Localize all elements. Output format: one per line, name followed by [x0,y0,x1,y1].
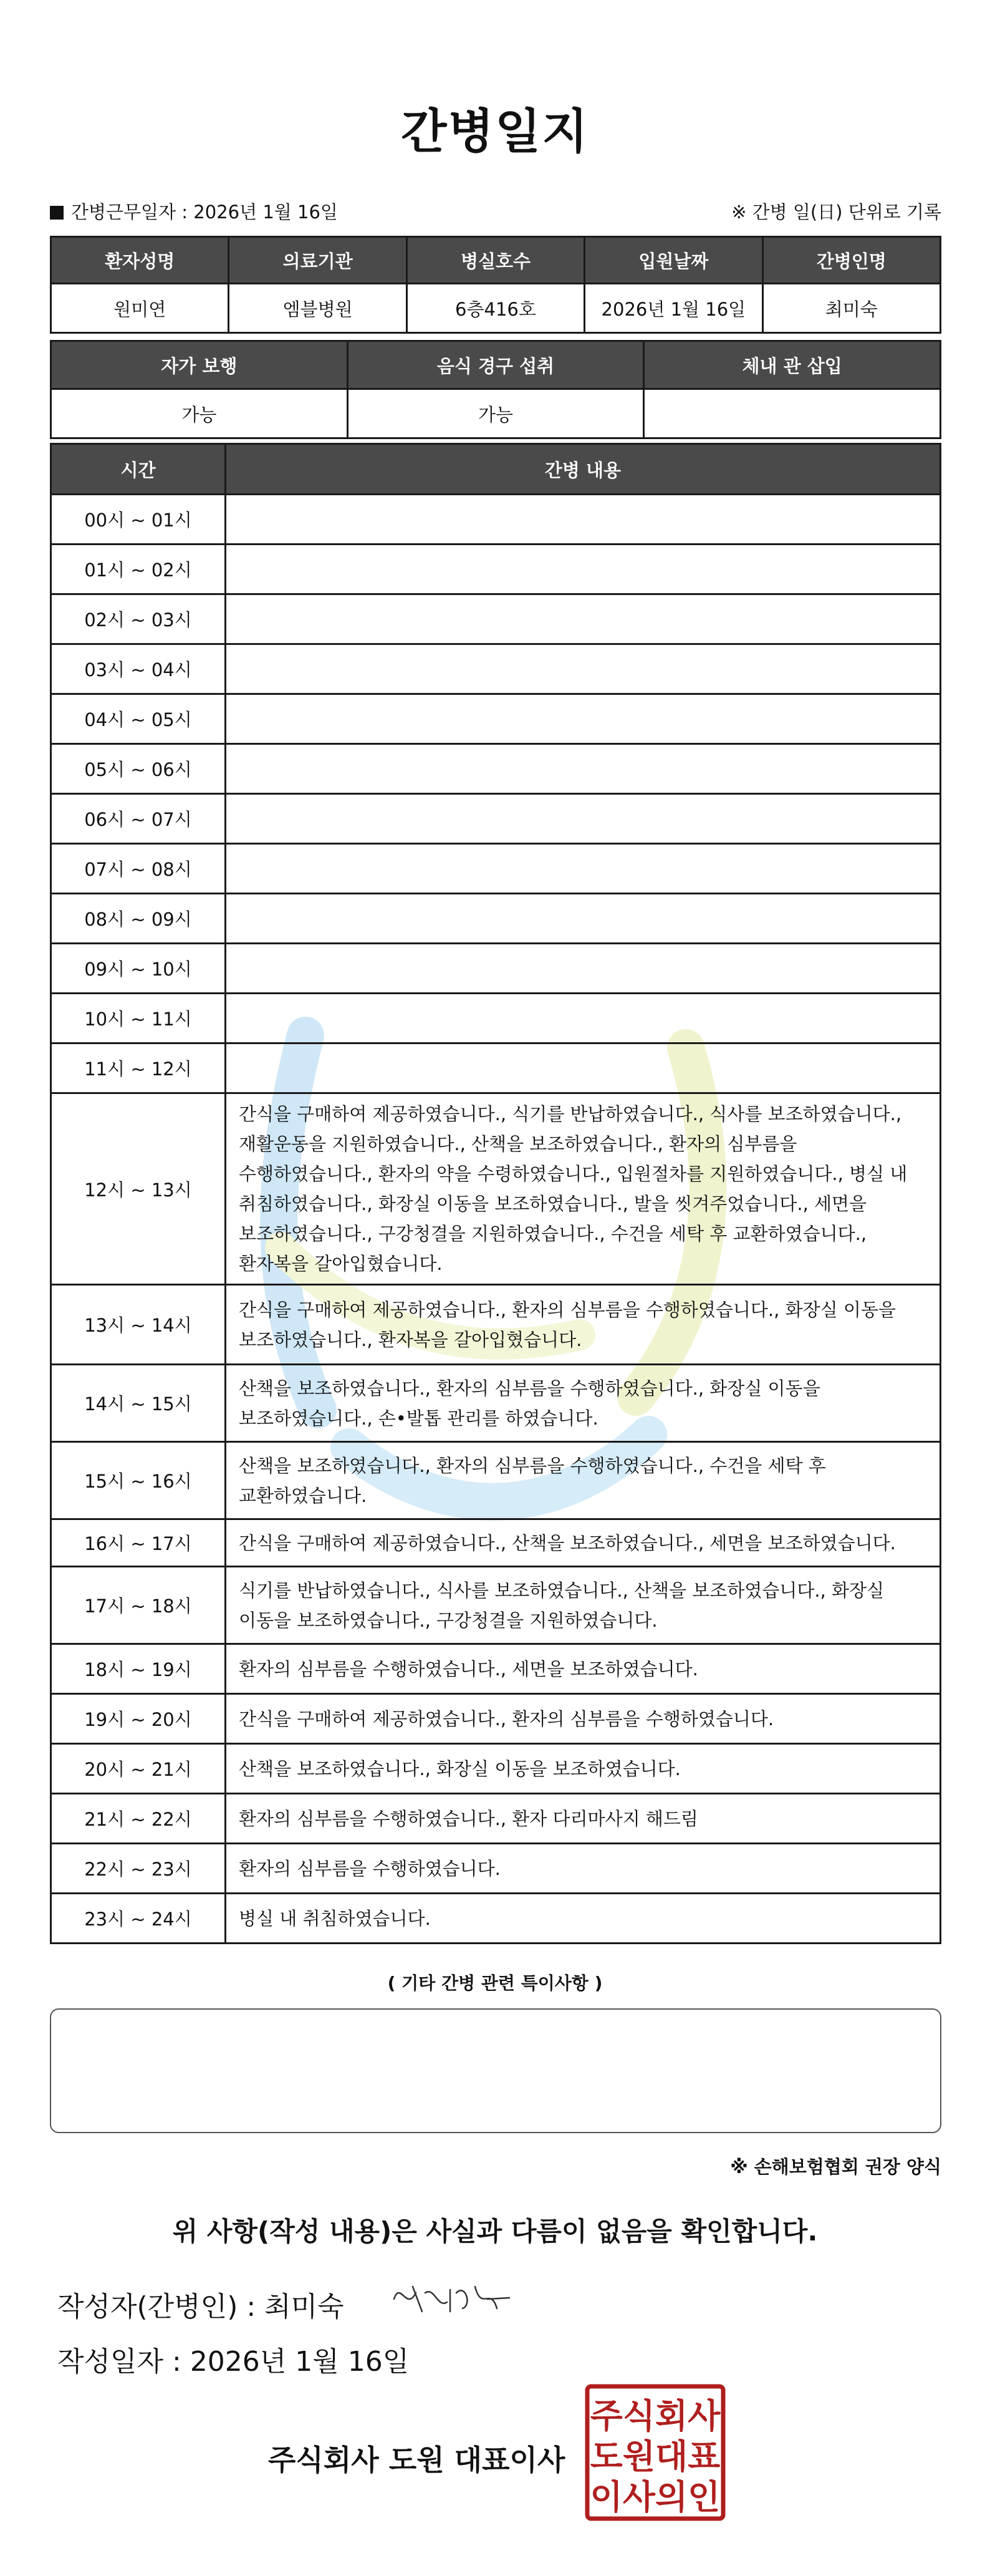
log-content-cell [226,944,941,994]
work-date-text: 간병근무일자 : 2026년 1월 16일 [71,201,338,223]
care-status-value-row [51,389,941,438]
care-log-row [51,1794,941,1844]
log-time-cell: 04시 ~ 05시 [51,694,226,744]
log-content-cell: 환자의 심부름을 수행하였습니다. [226,1844,941,1894]
care-log-row [51,1093,941,1285]
care-log-row [51,1519,941,1567]
care-log-body [51,495,941,1944]
hospital-value: 엠블병원 [229,284,406,333]
care-log-row [51,1043,941,1093]
oral-intake-value: 가능 [347,389,644,438]
care-log-row [51,1285,941,1365]
log-content-cell [226,644,941,694]
room-value: 6층416호 [406,284,584,333]
care-log-row [51,844,941,894]
log-time-cell: 20시 ~ 21시 [51,1744,226,1794]
log-time-cell: 07시 ~ 08시 [51,844,226,894]
patient-name-value: 원미연 [51,284,229,333]
log-content-cell: 병실 내 취침하였습니다. [226,1894,941,1944]
care-log-table [50,443,941,1944]
care-log-row [51,1365,941,1442]
care-log-row [51,594,941,644]
care-status-header-row [51,341,941,389]
self-walking-value: 가능 [51,389,348,438]
log-time-cell: 21시 ~ 22시 [51,1794,226,1844]
log-time-cell: 22시 ~ 23시 [51,1844,226,1894]
log-time-cell: 11시 ~ 12시 [51,1043,226,1093]
source-note: ※ 손해보험협회 권장 양식 [730,2156,941,2177]
log-content-cell: 간식을 구매하여 제공하였습니다., 환자의 심부름을 수행하였습니다., 화장실 이동을 보조하였습니다., 환자복을 갈아입혔습니다. [226,1285,941,1365]
care-log-row [51,1894,941,1944]
header-caregiver-name: 간병인명 [762,237,940,284]
patient-info-value-row [51,284,941,333]
care-log-row [51,1567,941,1644]
log-content-cell: 간식을 구매하여 제공하였습니다., 산책을 보조하였습니다., 세면을 보조하였습니다. [226,1519,941,1567]
written-date: 작성일자 : 2026년 1월 16일 [57,2346,410,2378]
care-log-row [51,894,941,944]
care-status-table [50,340,941,439]
care-log-row [51,944,941,994]
log-time-cell: 23시 ~ 24시 [51,1894,226,1944]
log-content-cell: 식기를 반납하였습니다., 식사를 보조하였습니다., 산책을 보조하였습니다., 화장실 이동을 보조하였습니다., 구강청결을 지원하였습니다. [226,1567,941,1644]
header-care-content: 간병 내용 [226,444,941,495]
log-content-cell: 산책을 보조하였습니다., 환자의 심부름을 수행하였습니다., 화장실 이동을 보조하였습니다., 손•발톱 관리를 하였습니다. [226,1365,941,1442]
log-content-cell: 산책을 보조하였습니다., 화장실 이동을 보조하였습니다. [226,1744,941,1794]
log-content-cell: 환자의 심부름을 수행하였습니다., 환자 다리마사지 해드림 [226,1794,941,1844]
log-content-cell [226,1043,941,1093]
notes-box [50,2008,941,2133]
care-log-row [51,744,941,794]
patient-info-table [50,236,941,334]
log-time-cell: 17시 ~ 18시 [51,1567,226,1644]
company-seal [585,2384,726,2521]
care-log-row [51,545,941,594]
log-content-cell [226,844,941,894]
admission-date-value: 2026년 1월 16일 [585,284,762,333]
log-time-cell: 09시 ~ 10시 [51,944,226,994]
care-log-row [51,644,941,694]
care-log-row [51,1644,941,1694]
log-content-cell: 간식을 구매하여 제공하였습니다., 환자의 심부름을 수행하였습니다. [226,1694,941,1744]
header-admission-date: 입원날짜 [585,237,762,284]
caregiver-name-value: 최미숙 [762,284,940,333]
patient-info-header-row [51,237,941,284]
log-content-cell [226,594,941,644]
log-time-cell: 06시 ~ 07시 [51,794,226,844]
log-content-cell [226,894,941,944]
confirmation-statement: 위 사항(작성 내용)은 사실과 다름이 없음을 확인합니다. [172,2216,818,2247]
care-log-row [51,1442,941,1519]
log-time-cell: 19시 ~ 20시 [51,1694,226,1744]
writer-line [57,2284,344,2324]
log-content-cell: 환자의 심부름을 수행하였습니다., 세면을 보조하였습니다. [226,1644,941,1694]
company-representative: 주식회사 도원 대표이사 [268,2443,565,2477]
notes-title: ( 기타 간병 관련 특이사항 ) [387,1973,603,1993]
log-time-cell: 03시 ~ 04시 [51,644,226,694]
log-time-cell: 02시 ~ 03시 [51,594,226,644]
care-log-header-row [51,444,941,495]
page-title: 간병일지 [401,104,589,159]
log-time-cell: 14시 ~ 15시 [51,1365,226,1442]
log-content-cell [226,794,941,844]
log-content-cell: 산책을 보조하였습니다., 환자의 심부름을 수행하였습니다., 수건을 세탁 후 교환하였습니다. [226,1442,941,1519]
care-log-row [51,794,941,844]
care-log-row [51,994,941,1043]
log-content-cell: 간식을 구매하여 제공하였습니다., 식기를 반납하였습니다., 식사를 보조하였습니다., 재활운동을 지원하였습니다., 산책을 보조하였습니다., 환자의 심부름을 수행하였습니다., 환자의 약을 수령하였습니다., 입원절차를 지원하였습니다., 병실 내 취침하였습니다., 화장실 이동을 보조하였습니다., 발을 씻겨주었습니다., 세면을 보조하였습니다., 구강청결을 지원하였습니다., 수건을 세탁 후 교환하였습니다., 환자복을 갈아입혔습니다. [226,1093,941,1285]
log-time-cell: 12시 ~ 13시 [51,1093,226,1285]
care-log-row [51,495,941,545]
log-time-cell: 13시 ~ 14시 [51,1285,226,1365]
log-time-cell: 15시 ~ 16시 [51,1442,226,1519]
log-content-cell [226,495,941,545]
log-time-cell: 01시 ~ 02시 [51,545,226,594]
square-bullet-icon [50,206,64,220]
seal-line-2: 도원대표 [590,2436,721,2476]
log-time-cell: 10시 ~ 11시 [51,994,226,1043]
care-log-row [51,1844,941,1894]
header-self-walking: 자가 보행 [51,341,348,389]
header-room: 병실호수 [406,237,584,284]
work-date [50,198,338,224]
header-oral-intake: 음식 경구 섭취 [347,341,644,389]
header-hospital: 의료기관 [229,237,406,284]
log-time-cell: 00시 ~ 01시 [51,495,226,545]
log-content-cell [226,545,941,594]
header-time: 시간 [51,444,226,495]
log-time-cell: 08시 ~ 09시 [51,894,226,944]
handwritten-signature [388,2274,512,2324]
writer-text: 작성자(간병인) : 최미숙 [57,2291,344,2323]
care-log-row [51,1694,941,1744]
log-content-cell [226,744,941,794]
log-time-cell: 16시 ~ 17시 [51,1519,226,1567]
header-tube-insertion: 체내 관 삽입 [644,341,941,389]
log-time-cell: 18시 ~ 19시 [51,1644,226,1694]
care-log-row [51,1744,941,1794]
header-patient-name: 환자성명 [51,237,229,284]
seal-line-3: 이사의인 [590,2477,721,2517]
tube-insertion-value [644,389,941,438]
log-time-cell: 05시 ~ 06시 [51,744,226,794]
log-content-cell [226,994,941,1043]
care-log-row [51,694,941,744]
seal-line-1: 주식회사 [590,2396,721,2436]
log-content-cell [226,694,941,744]
unit-note: ※ 간병 일(日) 단위로 기록 [731,201,941,223]
